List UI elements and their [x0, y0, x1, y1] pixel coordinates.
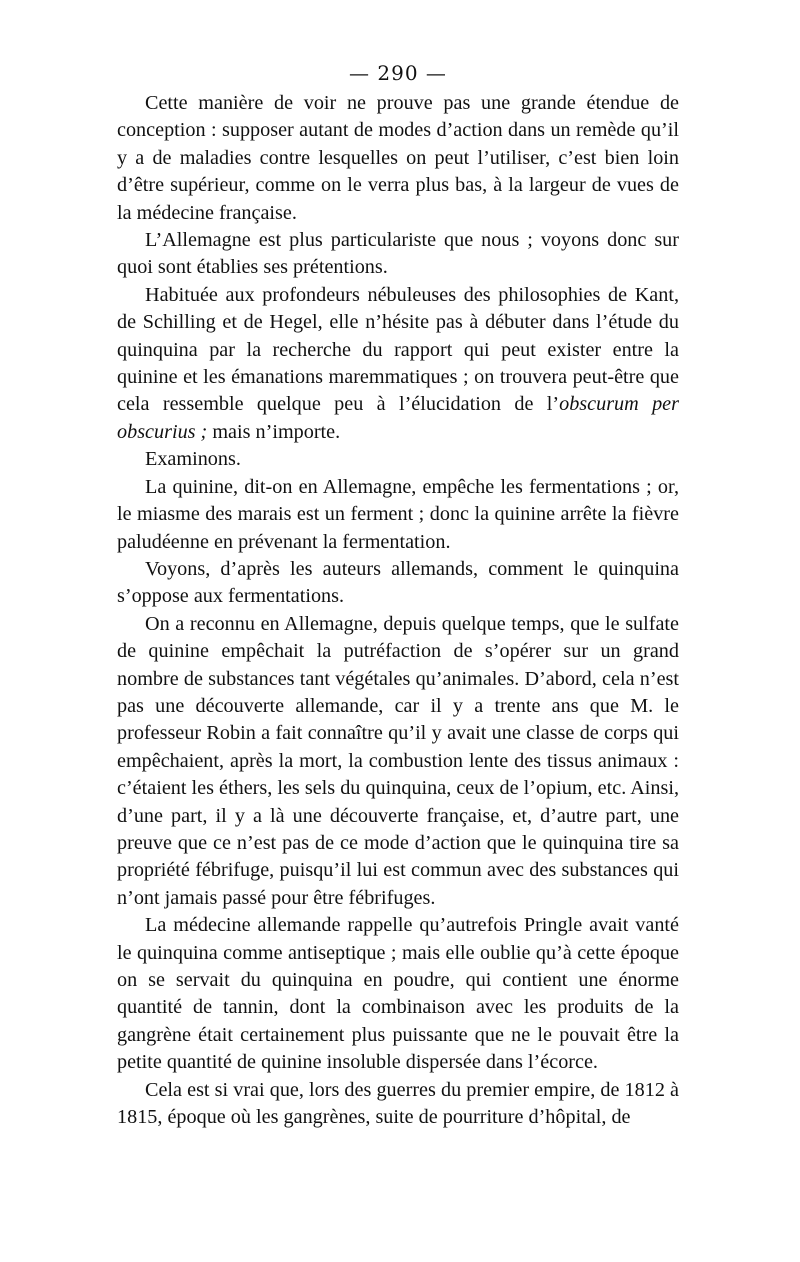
paragraph [117, 474, 679, 556]
paragraph-text: Cela est si vrai que, lors des guerres du premier empire, de 1812 à 1815, époque où les gangrènes, suite de pourriture d’hôpital, de [117, 1078, 679, 1129]
paragraph [117, 556, 679, 611]
paragraph [117, 446, 679, 473]
latin-phrase: obscurum per obscurius ; [117, 393, 679, 443]
paragraph-text: Examinons. [145, 448, 241, 471]
paragraph-text: Habituée aux profondeurs nébuleuses des philosophies de Kant, de Schilling et de Hegel, elle n’hésite pas à débuter dans l’étude du quinquina par la recherche du rapport qui peut exister entre la quinine et les émanations maremmatiques ; on trouvera peut-être que cela ressemble quelque peu à l’élucidation de l’ [117, 283, 679, 416]
paragraph [117, 1077, 679, 1132]
paragraph-text: L’Allemagne est plus particulariste que nous ; voyons donc sur quoi sont établies ses prétentions. [117, 229, 679, 279]
paragraph-text: Cette manière de voir ne prouve pas une grande étendue de conception : supposer autant de modes d’action dans un remède qu’il y a de maladies contre lesquelles on peut l’utiliser, c’est bien loin d’être supérieur, comme on le verra plus bas, à la largeur de vues de la médecine française. [117, 92, 679, 224]
paragraph-text: La médecine allemande rappelle qu’autrefois Pringle avait vanté le quinquina comme antiseptique ; mais elle oublie qu’à cette époque on se servait du quinquina en poudre, qui contient une énorme quantité de tannin, dont la combinaison avec les produits de la gangrène était certainement plus puissante que ne le pouvait être la petite quantité de quinine insoluble dispersée dans l’écorce. [117, 914, 679, 1074]
paragraph [117, 282, 679, 446]
paragraph-text-end: mais n’importe. [207, 420, 341, 443]
page-number: — 290 — [349, 61, 447, 85]
paragraph [117, 227, 679, 282]
book-page [117, 58, 679, 1131]
paragraph-text: On a reconnu en Allemagne, depuis quelque temps, que le sulfate de quinine empêchait la putréfaction de s’opérer sur un grand nombre de substances tant végétales qu’animales. D’abord, cela n’est pas une découverte allemande, car il y a trente ans que M. le professeur Robin a fait connaître qu’il y avait une classe de corps qui empêchaient, après la mort, la combustion lente des tissus animaux : c’étaient les éthers, les sels du quinquina, ceux de l’opium, etc. Ainsi, d’une part, il y a là une découverte française, et, d’autre part, une preuve que ce n’est pas de ce mode d’action que le quinquina tire sa propriété fébrifuge, puisqu’il lui est commun avec des substances qui n’ont jamais passé pour être fébrifuges. [117, 612, 679, 909]
paragraph [117, 90, 679, 227]
paragraph [117, 912, 679, 1076]
paragraph-text: La quinine, dit-on en Allemagne, empêche les fermentations ; or, le miasme des marais est un ferment ; donc la quinine arrête la fièvre paludéenne en prévenant la fermentation. [117, 475, 679, 553]
paragraph-text: Voyons, d’après les auteurs allemands, comment le quinquina s’oppose aux fermentations. [117, 557, 679, 608]
paragraph [117, 611, 679, 912]
